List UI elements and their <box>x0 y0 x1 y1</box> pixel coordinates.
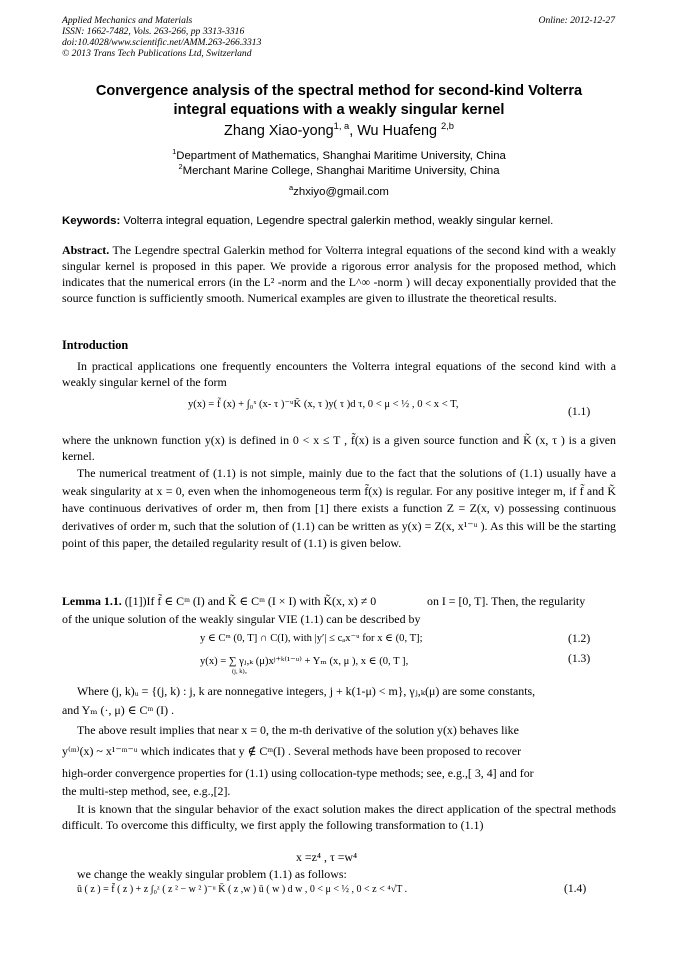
equation-1-3: y(x) = ∑ γⱼ,ₖ (μ)xʲ⁺ᵏ⁽¹⁻ᵘ⁾ + Yₘ (x, μ ), x ∈ (0, T ], <box>200 656 409 667</box>
lemma-text: ([1])If f̃ ∈ Cᵐ (I) and K̃ ∈ Cᵐ (I × I) with K̃(x, x) ≠ 0 <box>121 594 377 608</box>
abstract-label: Abstract. <box>62 243 110 257</box>
abstract <box>62 242 616 306</box>
equation-1-3-subscript: (j, k)ᵤ <box>232 668 247 675</box>
journal-header <box>62 15 261 59</box>
paper-title <box>62 82 616 120</box>
paragraph-7: we change the weakly singular problem (1.1) as follows: <box>77 867 347 881</box>
paragraph-4-line-1: Where (j, k)ᵤ = {(j, k) : j, k are nonnegative integers, j + k(1-μ) < m}, γⱼ,ₖ(μ) are some constants, <box>77 684 536 698</box>
abstract-text: The Legendre spectral Galerkin method for Volterra integral equations of the second kind with a weakly singular kernel is proposed in this paper. We provide a rigorous error analysis for the proposed method, which indicates that the numerical errors (in the L² -norm and the L^∞ -norm ) will decay exponentially provided that the source function is sufficiently smooth. Numerical examples are given to illustrate the theoretical results. <box>62 243 616 306</box>
email-line <box>62 183 616 198</box>
online-date: Online: 2012-12-27 <box>538 15 615 26</box>
affiliation-1-text: Department of Mathematics, Shanghai Maritime University, China <box>176 150 506 162</box>
equation-1-4: ū ( z ) = f̄ ( z ) + z ∫₀ᶻ ( z ² − w ² )⁻ᵘ K̄ ( z ,w ) ū ( w ) d w , 0 < μ < ½ , 0 < z < ⁴√T . <box>77 884 408 895</box>
section-heading-introduction: Introduction <box>62 338 129 352</box>
title-line-1: Convergence analysis of the spectral method for second-kind Volterra <box>95 83 583 99</box>
equation-1-3-number: (1.3) <box>568 652 591 665</box>
intro-paragraph-2: where the unknown function y(x) is defined in 0 < x ≤ T , f̃(x) is a given source function and K̃ (x, τ ) is a given kernel. <box>62 433 616 464</box>
keywords <box>62 215 618 227</box>
doi-line: doi:10.4028/www.scientific.net/AMM.263-266.3313 <box>62 37 262 48</box>
paragraph-5-line-3: high-order convergence properties for (1.1) using collocation-type methods; see, e.g.,[ 3, 4] and for <box>62 766 534 780</box>
paragraph-6: It is known that the singular behavior of the exact solution makes the direct application of the spectral methods difficult. To overcome this difficulty, we first apply the following transformation to (1.1) <box>62 802 616 833</box>
paragraph-4-line-2: and Yₘ (·, μ) ∈ Cᵐ (I) . <box>62 703 175 717</box>
keywords-text: Volterra integral equation, Legendre spectral galerkin method, weakly singular kernel. <box>120 215 554 227</box>
affiliation-2 <box>62 162 616 177</box>
equation-1-1: y(x) = f̃ (x) + ∫₀ˣ (x- τ )⁻ᵘK̃ (x, τ )y( τ )d τ, 0 < μ < ½ , 0 < x < T, <box>188 399 459 410</box>
intro-paragraph-3: The numerical treatment of (1.1) is not simple, mainly due to the fact that the solutions of (1.1) usually have a weak singularity at x = 0, even when the inhomogeneous term f̃(x) is regular. For any positive integer m, if f̃ and K̃ have continuous derivatives of order m, then from [1] there exists a function Z = Z(x, v) possessing continuous derivatives of order m, such that the solution of (1.1) can be written as y(x) = Z(x, x¹⁻ᵘ ). As this will be the starting point of this paper, the detailed regularity result of (1.1) is given below. <box>62 466 616 550</box>
lemma-1-1-line-2: of the unique solution of the weakly singular VIE (1.1) can be described by <box>62 612 421 626</box>
author-list <box>62 123 616 139</box>
author-2: Wu Huafeng <box>357 123 437 139</box>
affiliation-1-sup: 1 <box>172 147 177 157</box>
author-1: Zhang Xiao-yong <box>224 123 334 139</box>
intro-paragraph-1: In practical applications one frequently encounters the Volterra integral equations of the second kind with a weakly singular kernel of the form <box>62 359 616 390</box>
author-2-sup: 2,b <box>440 121 454 132</box>
lemma-text-end: on I = [0, T]. Then, the regularity <box>427 594 586 608</box>
transformation: x =z⁴ , τ =w⁴ <box>296 850 358 864</box>
issn-line: ISSN: 1662-7482, Vols. 263-266, pp 3313-3316 <box>62 26 245 37</box>
email-address: zhxiyo@gmail.com <box>293 186 389 198</box>
equation-1-1-number: (1.1) <box>568 405 591 418</box>
paragraph-5-line-4: the multi-step method, see, e.g.,[2]. <box>62 784 231 798</box>
affiliation-2-sup: 2 <box>178 162 183 172</box>
title-line-2: integral equations with a weakly singular kernel <box>173 102 505 118</box>
author-separator: , <box>349 123 358 139</box>
equation-1-2-number: (1.2) <box>568 632 591 645</box>
paragraph-5-line-2: y⁽ᵐ⁾(x) ~ x¹⁻ᵐ⁻ᵘ which indicates that y ∉ Cᵐ(I) . Several methods have been proposed to recover <box>62 744 522 758</box>
email-sup: a <box>289 183 294 193</box>
affiliation-1 <box>62 147 616 162</box>
author-1-sup: 1, a <box>333 121 350 132</box>
affiliation-2-text: Merchant Marine College, Shanghai Maritime University, China <box>182 165 500 177</box>
copyright-line: © 2013 Trans Tech Publications Ltd, Switzerland <box>62 48 252 59</box>
paragraph-5-line-1: The above result implies that near x = 0, the m-th derivative of the solution y(x) behaves like <box>77 723 519 737</box>
lemma-label: Lemma 1.1. <box>62 594 122 608</box>
journal-name: Applied Mechanics and Materials <box>62 15 193 26</box>
keywords-label: Keywords: <box>62 215 121 227</box>
lemma-1-1-line-1 <box>62 593 616 609</box>
equation-1-2: y ∈ Cᵐ (0, T] ∩ C(I), with |y′| ≤ cₐx⁻ᵘ for x ∈ (0, T]; <box>200 633 423 644</box>
equation-1-4-number: (1.4) <box>564 882 587 895</box>
